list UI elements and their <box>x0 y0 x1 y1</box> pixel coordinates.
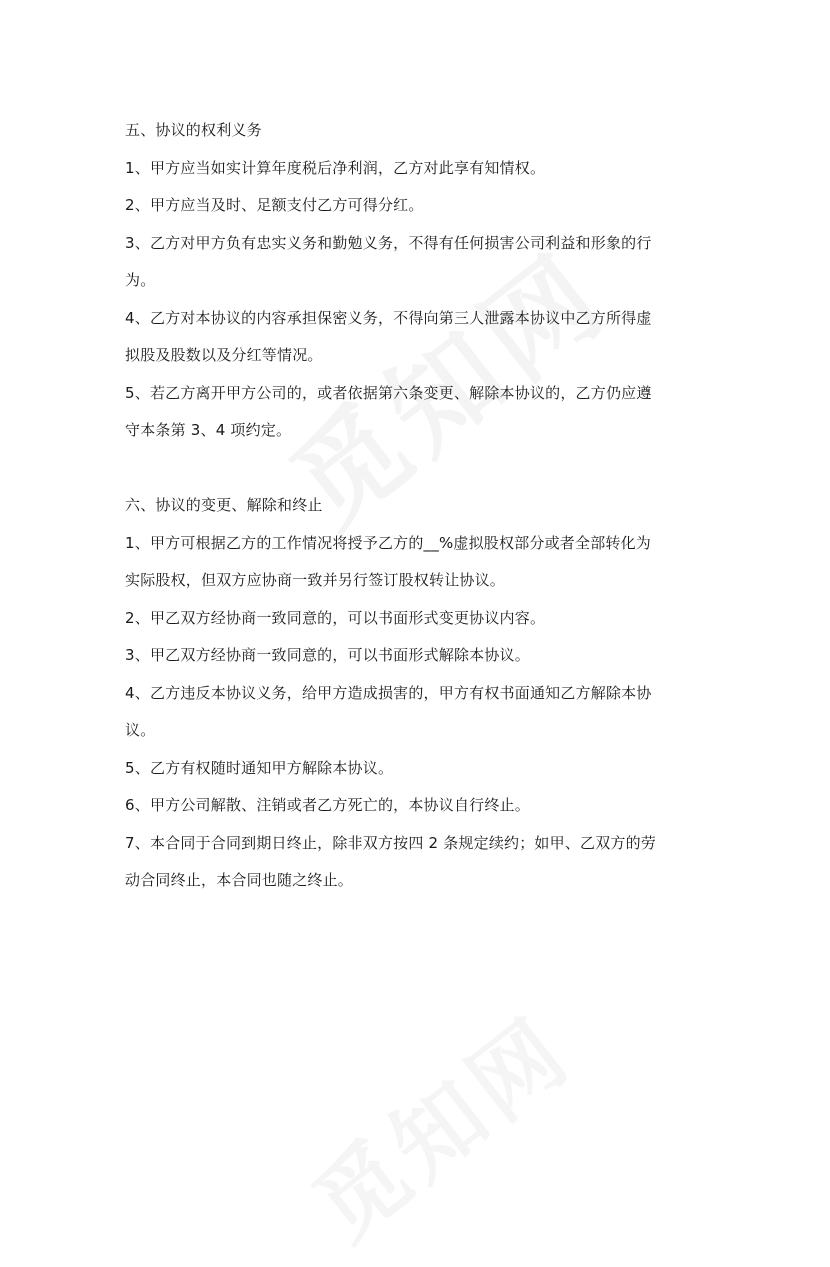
section-6-line: 2、甲乙双方经协商一致同意的，可以书面形式变更协议内容。 <box>125 608 546 627</box>
section-gap <box>125 450 725 488</box>
section-6-line: 5、乙方有权随时通知甲方解除本协议。 <box>125 758 394 777</box>
section-6-line: 6、甲方公司解散、注销或者乙方死亡的，本协议自行终止。 <box>125 796 530 814</box>
section-5-line: 3、乙方对甲方负有忠实义务和勤勉义务，不得有任何损害公司利益和形象的行 <box>125 233 652 252</box>
section-6-line: 3、甲乙双方经协商一致同意的，可以书面形式解除本协议。 <box>125 646 530 664</box>
section-5-line: 守本条第 3、4 项约定。 <box>125 421 292 439</box>
section-6-line: 实际股权，但双方应协商一致并另行签订股权转让协议。 <box>125 571 506 589</box>
section-5-line: 拟股及股数以及分红等情况。 <box>125 346 323 364</box>
section-5-line: 4、乙方对本协议的内容承担保密义务，不得向第三人泄露本协议中乙方所得虚 <box>125 308 652 327</box>
section-5-heading: 五、协议的权利义务 <box>125 121 262 139</box>
document-body <box>125 112 725 900</box>
section-6-heading: 六、协议的变更、解除和终止 <box>125 496 323 514</box>
section-6-line: 4、乙方违反本协议义务，给甲方造成损害的，甲方有权书面通知乙方解除本协 <box>125 683 652 702</box>
section-5-line: 5、若乙方离开甲方公司的，或者依据第六条变更、解除本协议的，乙方仍应遵 <box>125 383 652 402</box>
section-5-line: 为。 <box>125 271 156 289</box>
section-5-line: 2、甲方应当及时、足额支付乙方可得分红。 <box>125 196 424 214</box>
watermark-bottom <box>291 1013 570 1267</box>
section-5-line: 1、甲方应当如实计算年度税后净利润，乙方对此享有知情权。 <box>125 158 546 177</box>
section-6-line: 7、本合同于合同到期日终止，除非双方按四 2 条规定续约；如甲、乙双方的劳 <box>125 833 657 852</box>
section-6-line: 议。 <box>125 721 156 739</box>
section-6-line: 动合同终止，本合同也随之终止。 <box>125 871 354 889</box>
section-6-line: 1、甲方可根据乙方的工作情况将授予乙方的__%虚拟股权部分或者全部转化为 <box>125 533 651 552</box>
